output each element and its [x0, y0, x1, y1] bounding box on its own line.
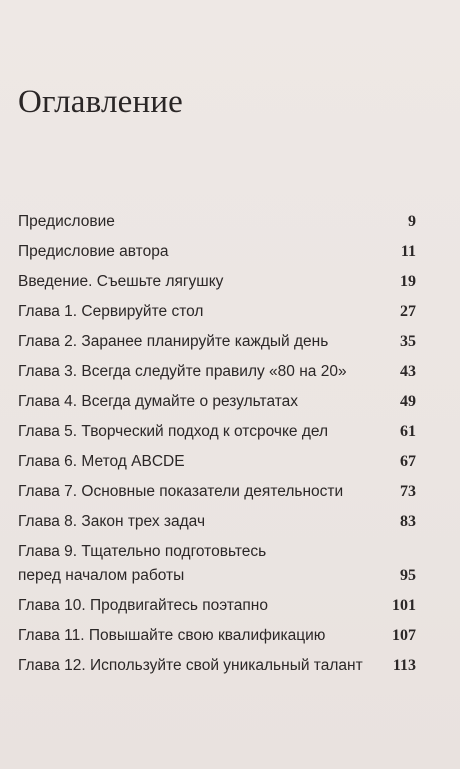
toc-entry — [18, 210, 418, 234]
toc-entry-title: Введение. Съешьте лягушку — [18, 273, 224, 290]
toc-entry-page: 67 — [400, 453, 416, 470]
toc-entry-title: Глава 9. Тщательно подготовьтесь — [18, 543, 267, 560]
toc-entry-page: 95 — [400, 567, 416, 584]
toc-entry-title: Глава 11. Повышайте свою квалификацию — [18, 627, 326, 644]
toc-entry-title: Глава 2. Заранее планируйте каждый день — [18, 333, 329, 350]
toc-entry-title: Глава 10. Продвигайтесь поэтапно — [18, 597, 268, 614]
toc-entry-page: 101 — [392, 597, 416, 614]
toc-entry-title: Предисловие автора — [18, 243, 169, 260]
toc-entry-page: 73 — [400, 483, 416, 500]
toc-entry-title: Глава 7. Основные показатели деятельности — [18, 483, 344, 500]
toc-entry-page: 107 — [392, 627, 416, 644]
toc-entry-page: 83 — [400, 513, 416, 530]
toc-entry — [18, 624, 418, 648]
toc-entry-title: Глава 4. Всегда думайте о результатах — [18, 393, 299, 410]
toc-entry-title: Глава 3. Всегда следуйте правилу «80 на 20» — [18, 363, 347, 380]
toc-entry-title: Глава 6. Метод ABCDE — [18, 453, 185, 470]
toc-entry — [18, 240, 418, 264]
toc-entry-page: 43 — [400, 363, 416, 380]
toc-entry-page: 19 — [400, 273, 416, 290]
toc-entry-title: Предисловие — [18, 213, 115, 230]
toc-entry — [18, 654, 418, 678]
toc-entry — [18, 450, 418, 474]
toc-entry-page: 113 — [392, 657, 416, 674]
toc-entry-page: 9 — [408, 213, 416, 230]
toc-entry — [18, 420, 418, 444]
toc-entry-title: Глава 5. Творческий подход к отсрочке дел — [18, 423, 329, 440]
toc-entry — [18, 594, 418, 618]
toc-entry-page: 35 — [400, 333, 416, 350]
toc-entry — [18, 540, 418, 588]
toc-entry — [18, 480, 418, 504]
toc-entry-page: 11 — [400, 243, 416, 260]
toc-entry — [18, 330, 418, 354]
toc-entry-title: Глава 8. Закон трех задач — [18, 513, 206, 530]
toc-entry-page: 49 — [400, 393, 416, 410]
toc-entry — [18, 390, 418, 414]
toc-entry-page: 27 — [400, 303, 416, 320]
toc-entry — [18, 270, 418, 294]
toc-entry — [18, 360, 418, 384]
toc-entry-title: Глава 12. Используйте свой уникальный талант — [18, 657, 363, 674]
table-of-contents — [18, 210, 418, 678]
toc-entry-page: 61 — [400, 423, 416, 440]
toc-entry — [18, 510, 418, 534]
page-title: Оглавление — [18, 84, 184, 120]
toc-entry-title-continued: перед началом работы — [18, 567, 185, 584]
toc-entry — [18, 300, 418, 324]
toc-entry-title: Глава 1. Сервируйте стол — [18, 303, 204, 320]
